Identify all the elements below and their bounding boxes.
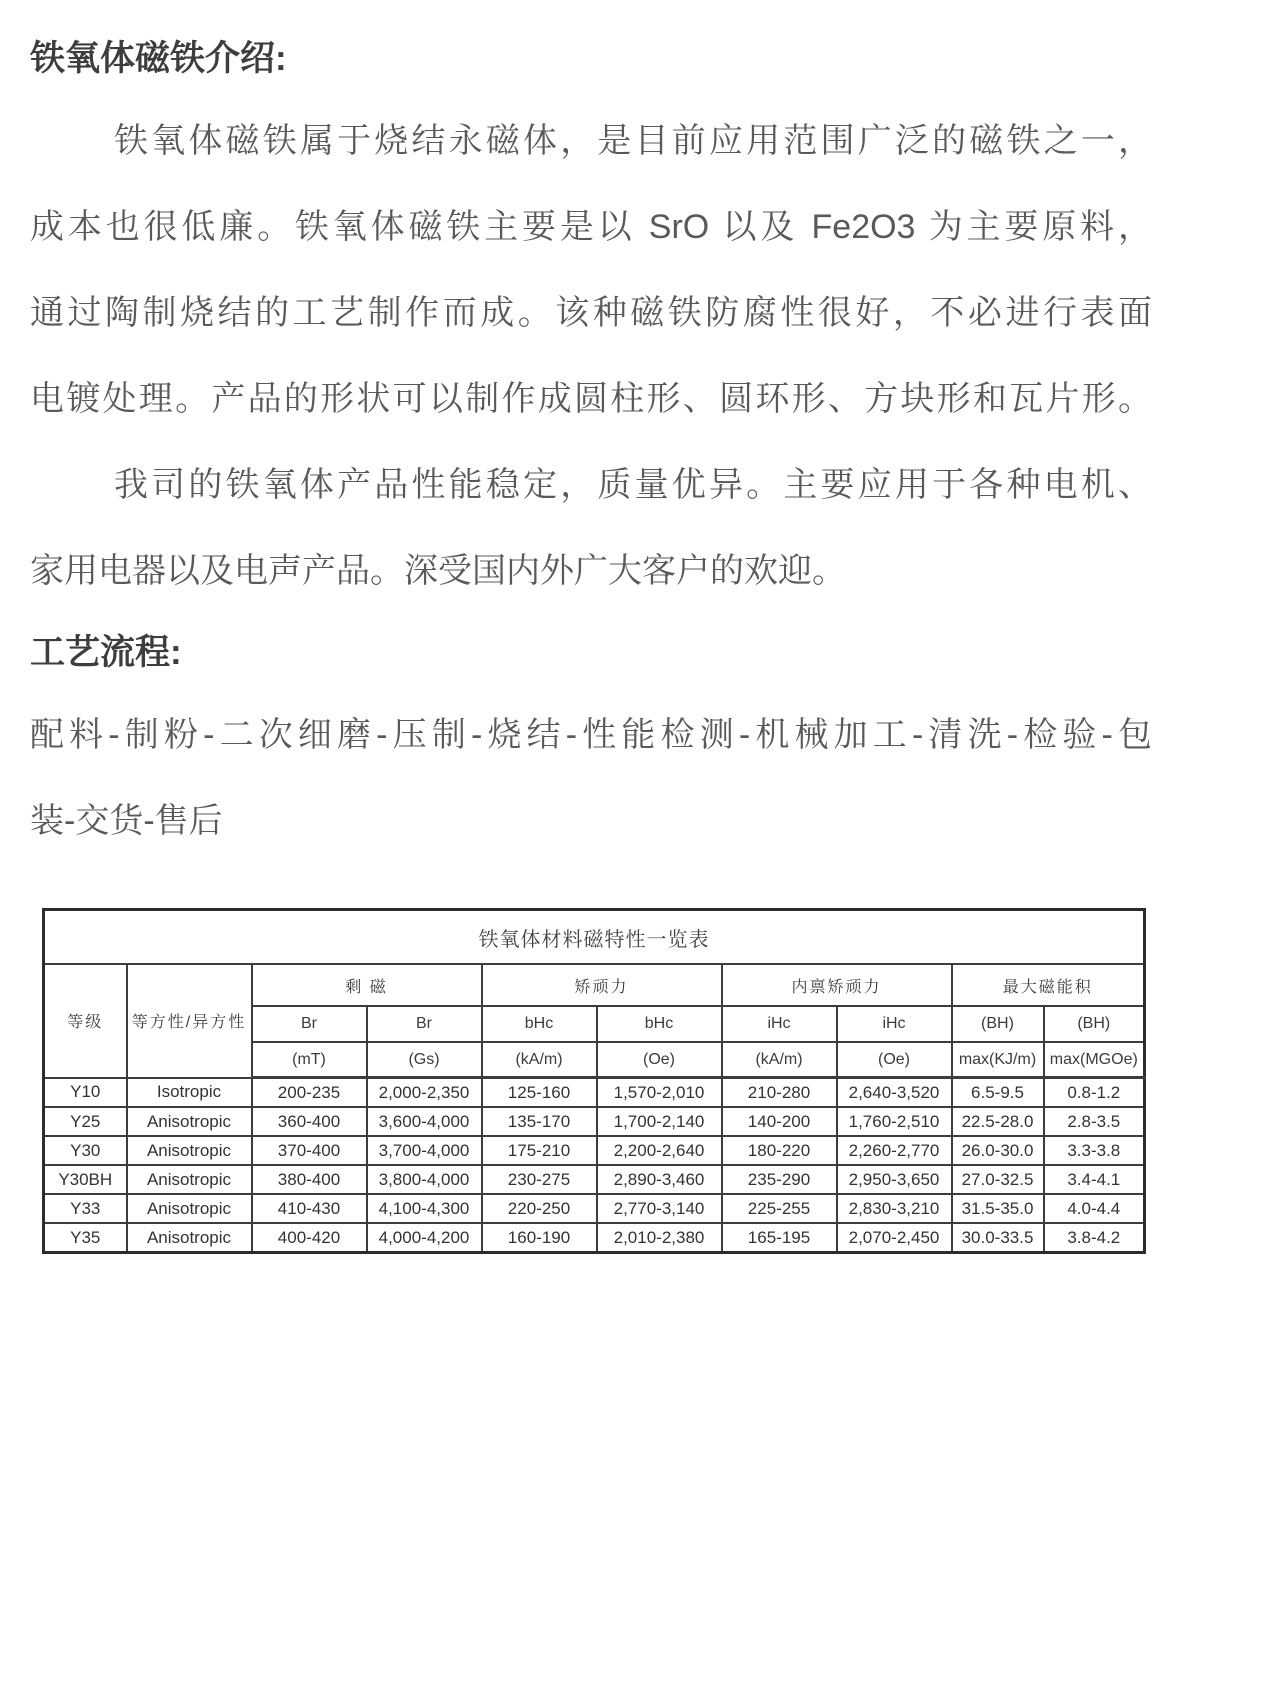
- table-cell: Y25: [44, 1107, 127, 1136]
- unit: (Oe): [597, 1042, 722, 1078]
- intro-line: 我司的铁氧体产品性能稳定，质量优异。主要应用于各种电机、: [114, 466, 1152, 504]
- unit: (kA/m): [482, 1042, 597, 1078]
- table-cell: Anisotropic: [127, 1194, 252, 1223]
- intro-line: 成本也很低廉。铁氧体磁铁主要是以 SrO 以及 Fe2O3 为主要原料，: [30, 208, 1152, 246]
- table-cell: 1,700-2,140: [597, 1107, 722, 1136]
- unit: (Oe): [837, 1042, 952, 1078]
- table-cell: 140-200: [722, 1107, 837, 1136]
- table-cell: 360-400: [252, 1107, 367, 1136]
- table-cell: 2,260-2,770: [837, 1136, 952, 1165]
- table-cell: 380-400: [252, 1165, 367, 1194]
- table-cell: 30.0-33.5: [952, 1223, 1044, 1253]
- document-body: [30, 20, 1152, 864]
- table-cell: 135-170: [482, 1107, 597, 1136]
- table-cell: 4,000-4,200: [367, 1223, 482, 1253]
- table-cell: 22.5-28.0: [952, 1107, 1044, 1136]
- table-group-header-row: [44, 964, 1145, 1006]
- table-cell: 370-400: [252, 1136, 367, 1165]
- table-cell: 410-430: [252, 1194, 367, 1223]
- subheader: (BH): [952, 1006, 1044, 1042]
- table-cell: 0.8-1.2: [1044, 1078, 1145, 1108]
- subheader: iHc: [837, 1006, 952, 1042]
- process-heading: 工艺流程:: [30, 633, 182, 672]
- header-grade: 等级: [44, 964, 127, 1078]
- table-cell: Y10: [44, 1078, 127, 1108]
- table-cell: 4,100-4,300: [367, 1194, 482, 1223]
- intro-line: 铁氧体磁铁属于烧结永磁体，是目前应用范围广泛的磁铁之一，: [114, 122, 1152, 160]
- table-cell: 2,770-3,140: [597, 1194, 722, 1223]
- subheader: bHc: [482, 1006, 597, 1042]
- table-cell: 400-420: [252, 1223, 367, 1253]
- table-cell: Y35: [44, 1223, 127, 1253]
- unit: (mT): [252, 1042, 367, 1078]
- table-cell: 26.0-30.0: [952, 1136, 1044, 1165]
- table-row: [44, 1136, 1145, 1165]
- table-cell: 200-235: [252, 1078, 367, 1108]
- table-cell: 4.0-4.4: [1044, 1194, 1145, 1223]
- subheader: Br: [367, 1006, 482, 1042]
- table-cell: 31.5-35.0: [952, 1194, 1044, 1223]
- table-cell: 235-290: [722, 1165, 837, 1194]
- table-cell: Anisotropic: [127, 1107, 252, 1136]
- unit: max(MGOe): [1044, 1042, 1145, 1078]
- table-cell: 27.0-32.5: [952, 1165, 1044, 1194]
- table-cell: 220-250: [482, 1194, 597, 1223]
- header-group-coercivity: 矫顽力: [482, 964, 722, 1006]
- header-group-remanence: 剩 磁: [252, 964, 482, 1006]
- intro-line: 通过陶制烧结的工艺制作而成。该种磁铁防腐性很好，不必进行表面: [30, 294, 1152, 332]
- table-cell: 3.8-4.2: [1044, 1223, 1145, 1253]
- table-row: [44, 1223, 1145, 1253]
- table-cell: 225-255: [722, 1194, 837, 1223]
- table-title-row: [44, 910, 1145, 965]
- table-cell: Isotropic: [127, 1078, 252, 1108]
- table-cell: Anisotropic: [127, 1165, 252, 1194]
- table-cell: 1,570-2,010: [597, 1078, 722, 1108]
- table-cell: Y30BH: [44, 1165, 127, 1194]
- table-row: [44, 1194, 1145, 1223]
- table-cell: 125-160: [482, 1078, 597, 1108]
- table-title: 铁氧体材料磁特性一览表: [44, 910, 1145, 965]
- table-cell: Y30: [44, 1136, 127, 1165]
- table-body: [44, 1078, 1145, 1253]
- subheader: iHc: [722, 1006, 837, 1042]
- table-cell: 2,830-3,210: [837, 1194, 952, 1223]
- table-cell: 2,640-3,520: [837, 1078, 952, 1108]
- table-row: [44, 1107, 1145, 1136]
- table-row: [44, 1165, 1145, 1194]
- table-cell: 2,200-2,640: [597, 1136, 722, 1165]
- table-cell: 160-190: [482, 1223, 597, 1253]
- table-cell: 165-195: [722, 1223, 837, 1253]
- unit: (kA/m): [722, 1042, 837, 1078]
- table-cell: Anisotropic: [127, 1136, 252, 1165]
- table-cell: 3.4-4.1: [1044, 1165, 1145, 1194]
- table-cell: 180-220: [722, 1136, 837, 1165]
- intro-line: 家用电器以及电声产品。深受国内外广大客户的欢迎。: [30, 552, 846, 590]
- table-cell: 2.8-3.5: [1044, 1107, 1145, 1136]
- table-cell: 2,070-2,450: [837, 1223, 952, 1253]
- table-cell: 3,800-4,000: [367, 1165, 482, 1194]
- table-cell: 2,890-3,460: [597, 1165, 722, 1194]
- table-cell: Anisotropic: [127, 1223, 252, 1253]
- table-cell: 3,700-4,000: [367, 1136, 482, 1165]
- table-cell: 1,760-2,510: [837, 1107, 952, 1136]
- table-cell: 2,010-2,380: [597, 1223, 722, 1253]
- header-isotropy: 等方性/异方性: [127, 964, 252, 1078]
- table-cell: 175-210: [482, 1136, 597, 1165]
- properties-table: [42, 908, 1146, 1254]
- table-cell: 2,000-2,350: [367, 1078, 482, 1108]
- intro-heading: 铁氧体磁铁介绍:: [30, 39, 287, 78]
- table-cell: 210-280: [722, 1078, 837, 1108]
- table-cell: Y33: [44, 1194, 127, 1223]
- table-row: [44, 1078, 1145, 1108]
- subheader: bHc: [597, 1006, 722, 1042]
- table-cell: 230-275: [482, 1165, 597, 1194]
- header-group-max-energy-product: 最大磁能积: [952, 964, 1145, 1006]
- unit: (Gs): [367, 1042, 482, 1078]
- subheader: Br: [252, 1006, 367, 1042]
- unit: max(KJ/m): [952, 1042, 1044, 1078]
- header-group-intrinsic-coercivity: 内禀矫顽力: [722, 964, 952, 1006]
- subheader: (BH): [1044, 1006, 1145, 1042]
- table-cell: 2,950-3,650: [837, 1165, 952, 1194]
- table-cell: 3.3-3.8: [1044, 1136, 1145, 1165]
- table-cell: 3,600-4,000: [367, 1107, 482, 1136]
- intro-line: 电镀处理。产品的形状可以制作成圆柱形、圆环形、方块形和瓦片形。: [30, 380, 1152, 418]
- process-line: 装-交货-售后: [30, 802, 223, 840]
- table-cell: 6.5-9.5: [952, 1078, 1044, 1108]
- process-line: 配料-制粉-二次细磨-压制-烧结-性能检测-机械加工-清洗-检验-包: [30, 716, 1152, 754]
- properties-table-container: [42, 908, 1255, 1254]
